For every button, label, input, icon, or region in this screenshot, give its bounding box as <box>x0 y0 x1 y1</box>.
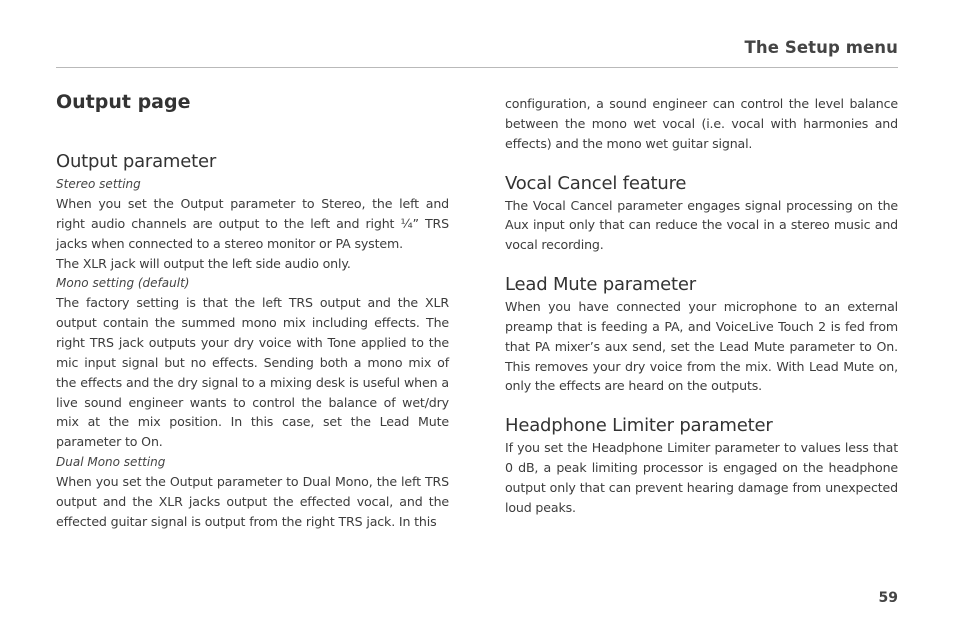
lead-mute-text: When you have connected your microphone to an external preamp that is feeding a PA, and VoiceLive Touch 2 is fed from that PA mixer’s aux send, set the Lead Mute parameter to On. This removes your dry voice from the mix. With Lead Mute on, only the effects are heard on the outputs. <box>505 299 898 394</box>
header-divider <box>56 67 898 68</box>
output-parameter-heading: Output parameter <box>56 151 217 172</box>
dual-mono-setting-text: When you set the Output parameter to Dual Mono, the left TRS output and the XLR jacks output the effected vocal, and the effected guitar signal is output from the right TRS jack. In this <box>56 474 449 529</box>
page-title: Output page <box>56 91 191 113</box>
stereo-setting-text: When you set the Output parameter to Stereo, the left and right audio channels are output to the left and right ¼” TRS jacks when connected to a stereo monitor or PA system. <box>56 196 449 251</box>
right-column <box>505 94 898 518</box>
mono-setting-text: The factory setting is that the left TRS output and the XLR output contain the summed mono mix including effects. The right TRS jack outputs your dry voice with Tone applied to the mic input signal but no effects. Sending both a mono mix of the effects and the dry signal to a mixing desk is useful when a live sound engineer wants to control the balance of wet/dry mix at the mix position. In this case, set the Lead Mute parameter to On. <box>56 295 449 450</box>
headphone-limiter-text: If you set the Headphone Limiter parameter to values less that 0 dB, a peak limiting processor is engaged on the headphone output only that can prevent hearing damage from unexpected loud peaks. <box>505 440 898 515</box>
dual-mono-setting-label: Dual Mono setting <box>56 455 166 470</box>
stereo-setting-label: Stereo setting <box>56 177 141 191</box>
vocal-cancel-heading: Vocal Cancel feature <box>505 172 687 194</box>
mono-setting-label: Mono setting (default) <box>56 276 190 291</box>
lead-mute-heading: Lead Mute parameter <box>505 274 696 296</box>
vocal-cancel-text: The Vocal Cancel parameter engages signal processing on the Aux input only that can reduce the vocal in a stereo music and vocal recording. <box>505 197 898 253</box>
dual-mono-continuation-text: configuration, a sound engineer can control the level balance between the mono wet vocal (i.e. vocal with harmonies and effects) and the mono wet guitar signal. <box>505 96 898 151</box>
page-number: 59 <box>878 590 898 606</box>
xlr-note-text: The XLR jack will output the left side audio only. <box>56 255 351 271</box>
headphone-limiter-heading: Headphone Limiter parameter <box>505 415 773 437</box>
left-column <box>56 88 449 532</box>
section-header-title: The Setup menu <box>744 38 898 57</box>
